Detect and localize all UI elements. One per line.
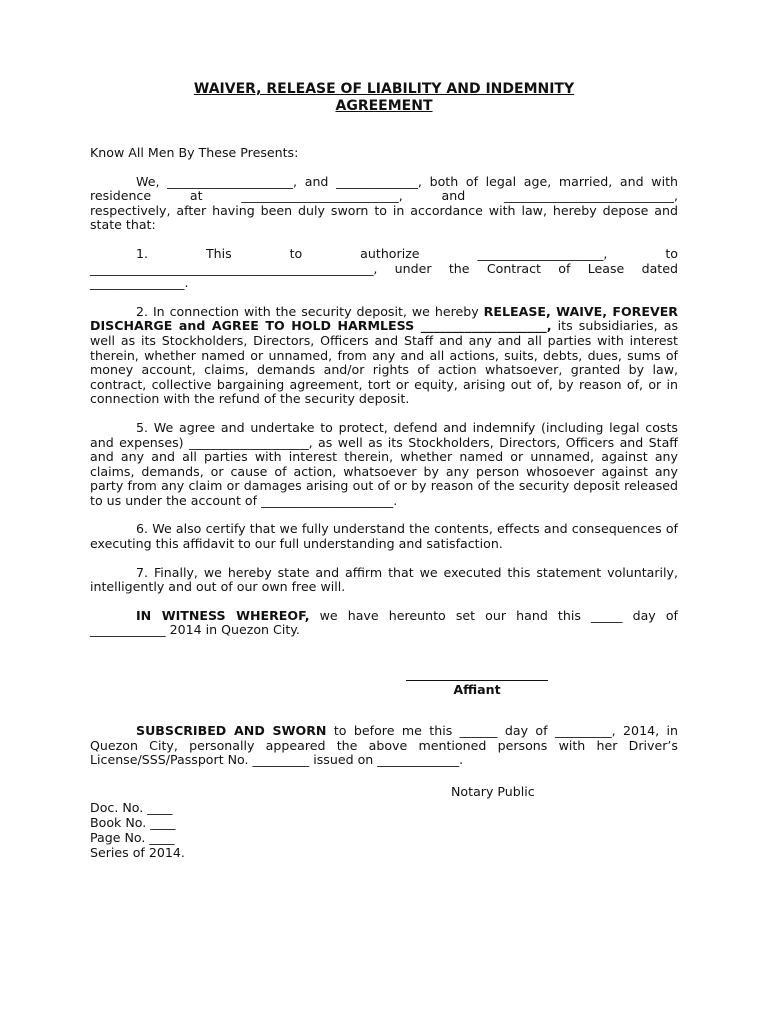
affiant-label: Affiant — [453, 682, 501, 697]
intro-residence-line: residence at _________________________, and ___________________________, — [90, 188, 678, 204]
intro-we-line: We, ____________________, and _____________, both of legal age, married, and with — [136, 173, 678, 189]
item-2-rest: its subsidiaries, as well as its Stockholders, Directors, Officers and Staff and any and all parties with interest therein, whether named or unnamed, from any and all actions, suits, debts, dues, sums of money account, claims, demands and/or rights of action whatsoever, granted by law, contract, collective bargaining agreement, tort or equity, arising out of, by reason of, or in connection with the refund of the security deposit. — [90, 318, 679, 407]
document-body — [90, 146, 678, 638]
witness-heading: IN WITNESS WHEREOF, — [136, 607, 310, 623]
book-number: Book No. ____ — [90, 815, 176, 830]
item-1-line-1: 1. This to authorize ____________________, to — [136, 245, 678, 261]
salutation: Know All Men By These Presents: — [90, 145, 299, 160]
jurat-heading: SUBSCRIBED AND SWORN — [136, 723, 327, 738]
item-5-paragraph: 5. We agree and undertake to protect, defend and indemnify (including legal costs and expenses) ___________________, as well as its Stockholders, Directors, Officers and Staff and any and all parties with interest therein, whether named or unnamed, against any claims, demands, or cause of action, whatsoever by any person whosoever against any party from any claim or damages arising out of or by reason of the security deposit released to us under the account of _____________________. — [90, 419, 678, 508]
item-2-lead: 2. In connection with the security deposit, we hereby — [136, 303, 484, 319]
jurat-paragraph — [90, 724, 678, 768]
page-number: Page No. ____ — [90, 830, 175, 845]
item-2-paragraph — [90, 305, 678, 407]
item-1-line-2: _____________________________________________, under the Contract of Lease dated — [90, 260, 678, 276]
title-line-2: AGREEMENT — [335, 98, 433, 114]
notary-public-label: Notary Public — [451, 784, 535, 799]
jurat-rest: to before me this ______ day of _________, 2014, in Quezon City, personally appeared the above mentioned persons with her Driver’s License/SSS/Passport No. _________ issued on _____________. — [90, 723, 678, 768]
title-line-1: WAIVER, RELEASE OF LIABILITY AND INDEMNITY — [193, 81, 575, 97]
item-1-line-3: _______________. — [90, 275, 189, 291]
item-7-paragraph: 7. Finally, we hereby state and affirm that we executed this statement voluntarily, intelligently and out of our own free will. — [90, 564, 678, 595]
witness-paragraph — [90, 609, 678, 638]
jurat-block — [90, 724, 678, 768]
affiant-signature-line — [406, 680, 548, 681]
item-2-release-clause: RELEASE, WAIVE, FOREVER DISCHARGE and AGREE TO HOLD HARMLESS ____________________, — [90, 303, 678, 334]
document-info — [90, 800, 185, 860]
series-year: Series of 2014. — [90, 845, 185, 860]
intro-rest: respectively, after having been duly sworn to in accordance with law, hereby depose and state that: — [90, 202, 678, 233]
document-title — [0, 81, 768, 115]
witness-rest: we have hereunto set our hand this _____ day of ____________ 2014 in Quezon City. — [90, 607, 678, 638]
doc-number: Doc. No. ____ — [90, 800, 173, 815]
item-6-paragraph: 6. We also certify that we fully understand the contents, effects and consequences of executing this affidavit to our full understanding and satisfaction. — [90, 521, 678, 552]
